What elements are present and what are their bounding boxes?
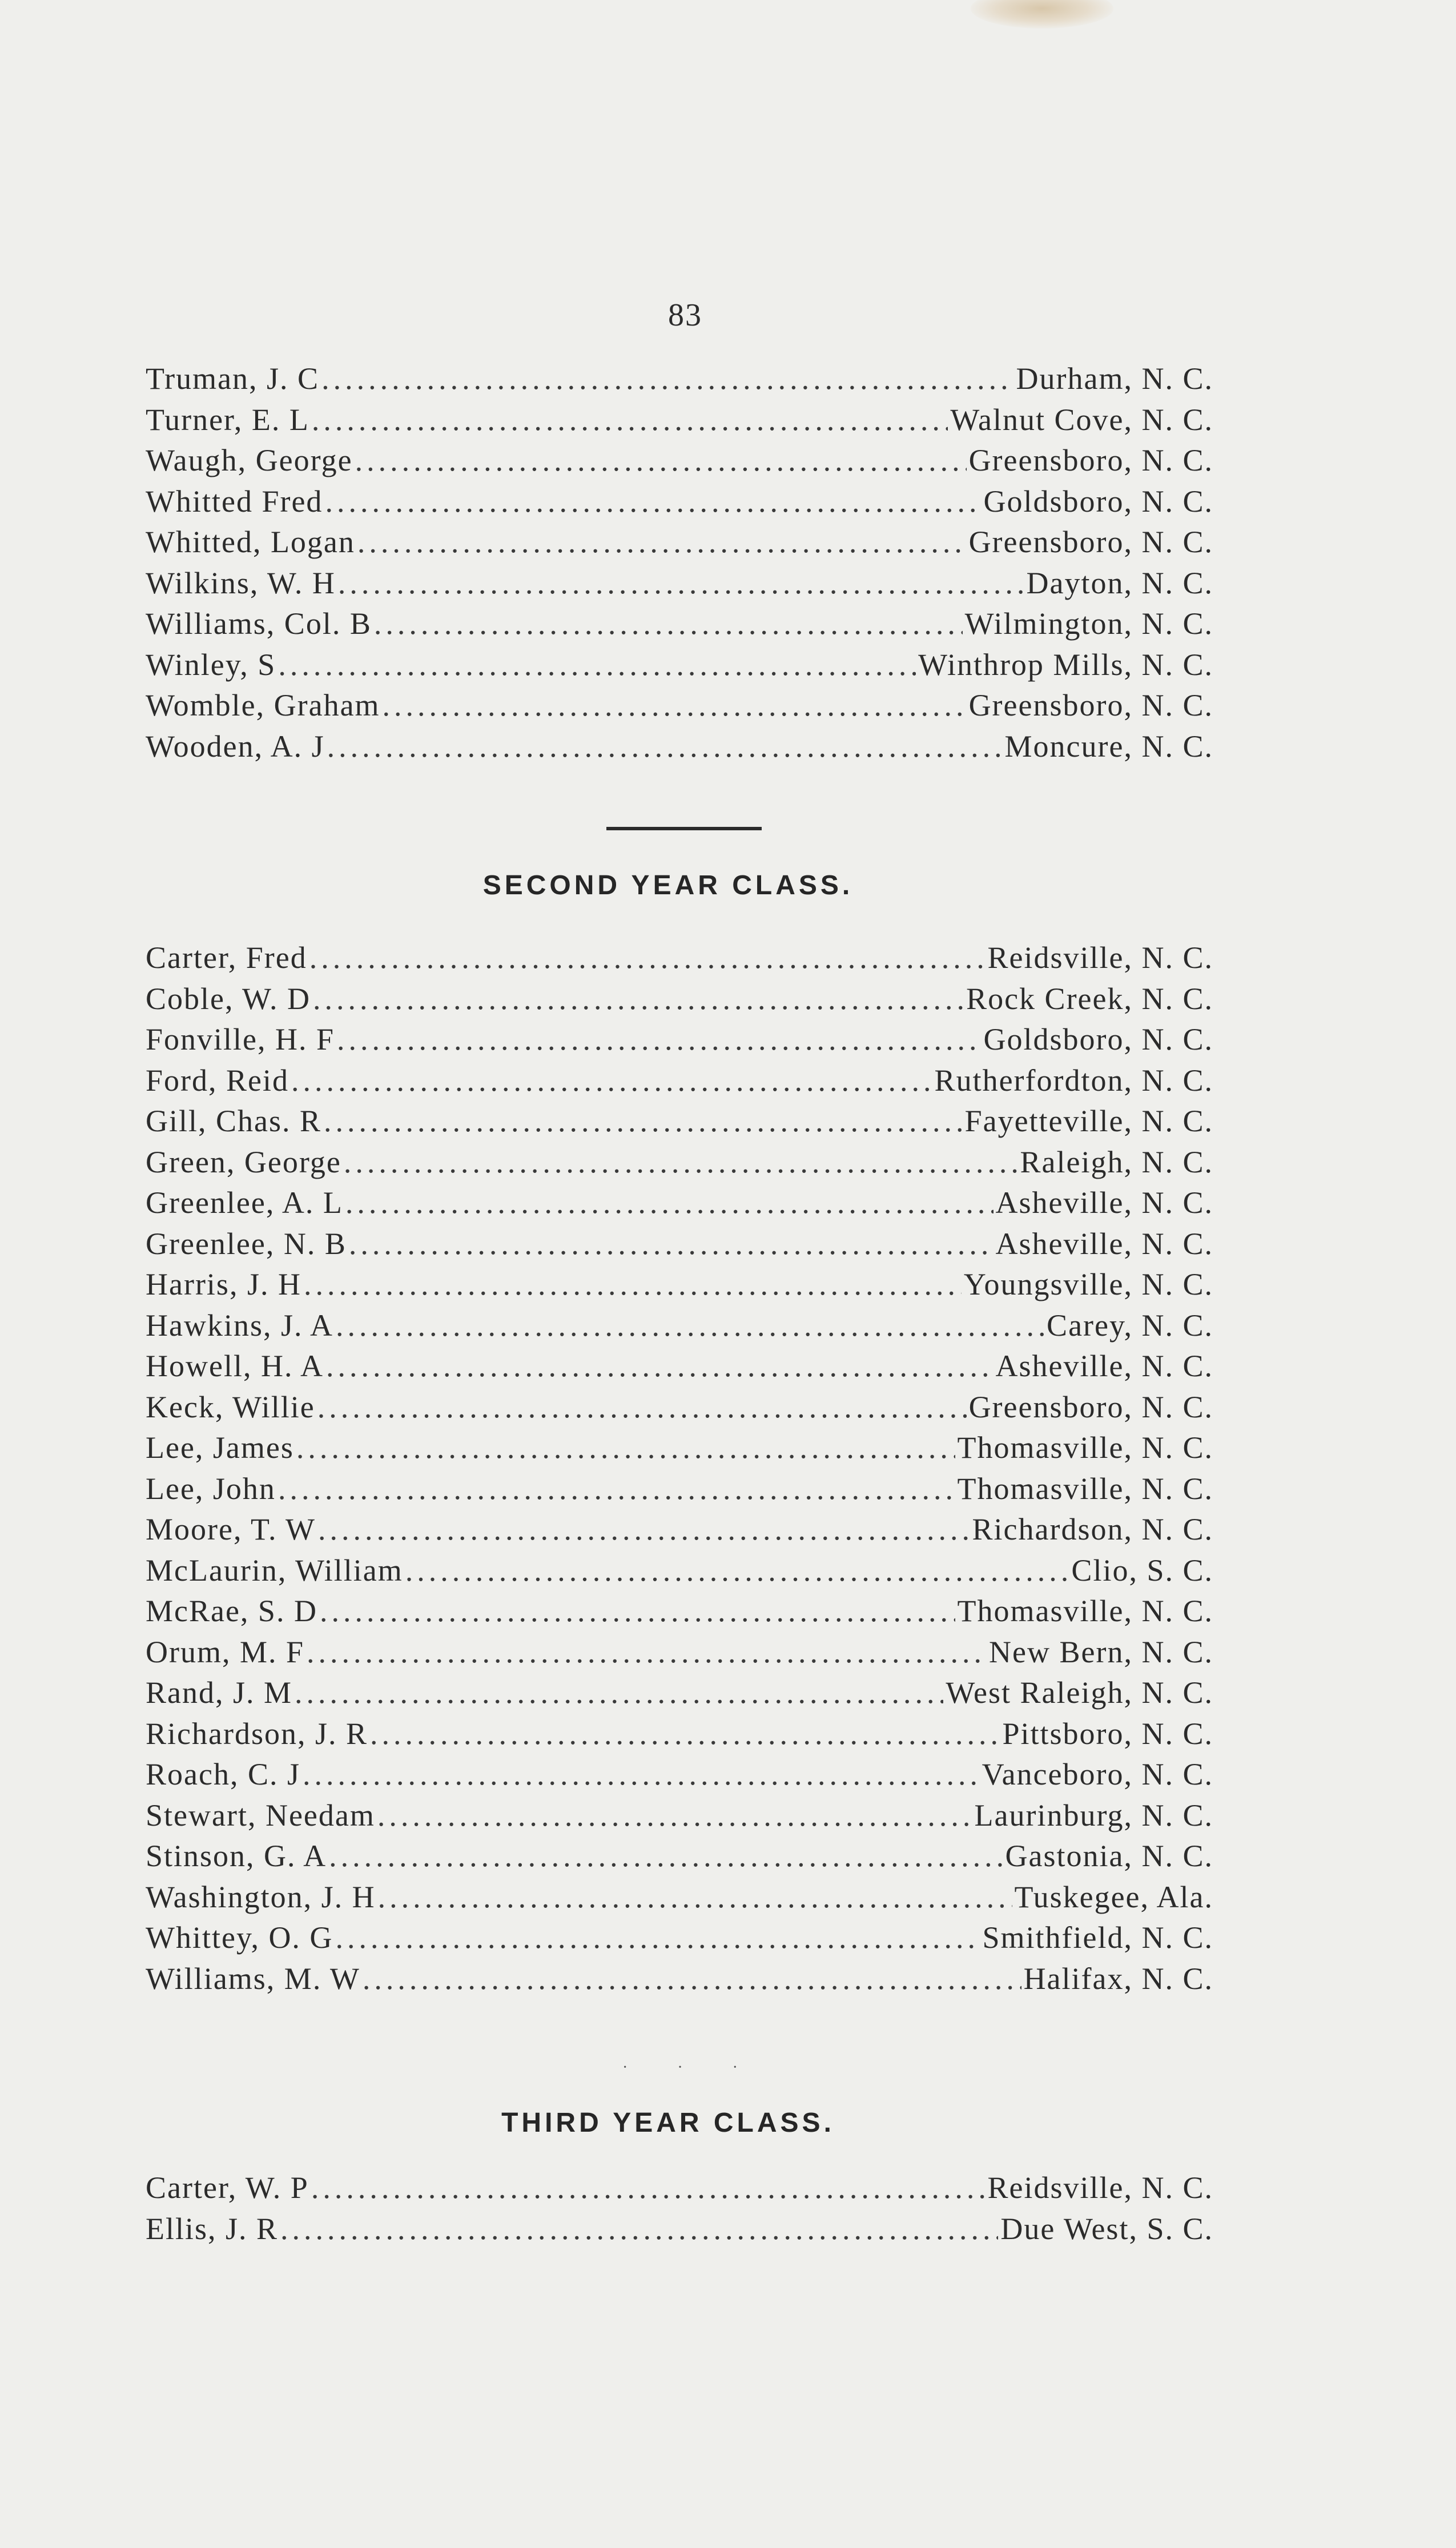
student-hometown: Wilmington, N. C. — [964, 606, 1213, 641]
student-name: Carter, W. P — [146, 2171, 309, 2205]
student-name: Stewart, Needam — [146, 1798, 375, 1832]
dot-leader — [349, 1226, 994, 1261]
student-row — [146, 1838, 1213, 1879]
student-row — [146, 1267, 1213, 1308]
dot-leader — [320, 1593, 955, 1629]
student-hometown: Rutherfordton, N. C. — [934, 1063, 1213, 1098]
dot-leader — [378, 1879, 1012, 1915]
section-divider — [606, 827, 762, 830]
student-hometown: Greensboro, N. C. — [968, 688, 1213, 722]
dot-leader — [345, 1185, 994, 1220]
student-hometown: New Bern, N. C. — [989, 1634, 1213, 1669]
student-row — [146, 1961, 1213, 2002]
dot-leader — [309, 940, 986, 975]
student-name: Orum, M. F — [146, 1634, 305, 1669]
student-hometown: Richardson, N. C. — [972, 1512, 1213, 1546]
student-name: Whitted, Logan — [146, 525, 355, 559]
student-row — [146, 1634, 1213, 1675]
student-hometown: Greensboro, N. C. — [968, 443, 1213, 477]
student-hometown: Gastonia, N. C. — [1005, 1839, 1213, 1873]
student-hometown: Goldsboro, N. C. — [983, 484, 1213, 519]
student-name: Moore, T. W — [146, 1512, 316, 1546]
student-hometown: Carey, N. C. — [1047, 1308, 1213, 1343]
student-row — [146, 1022, 1213, 1063]
student-hometown: Raleigh, N. C. — [1020, 1144, 1213, 1179]
student-hometown: Vanceboro, N. C. — [982, 1757, 1213, 1791]
dot-leader — [383, 688, 967, 723]
dot-leader — [327, 729, 1003, 764]
student-name: Howell, H. A — [146, 1349, 324, 1383]
student-name: Greenlee, A. L — [146, 1185, 343, 1220]
student-name: Lee, John — [146, 1471, 276, 1506]
dot-leader — [326, 1348, 994, 1384]
student-name: Lee, James — [146, 1430, 294, 1465]
student-row — [146, 1553, 1213, 1594]
dot-leader — [318, 1512, 970, 1547]
student-name: Turner, E. L — [146, 402, 309, 437]
student-row — [146, 1471, 1213, 1512]
student-name: Keck, Willie — [146, 1389, 315, 1424]
student-hometown: Reidsville, N. C. — [987, 941, 1213, 975]
student-hometown: Dayton, N. C. — [1026, 565, 1213, 600]
dot-leader — [313, 981, 964, 1016]
dot-leader — [325, 484, 981, 519]
student-row — [146, 688, 1213, 729]
student-name: McLaurin, William — [146, 1553, 403, 1588]
page-number: 83 — [668, 298, 702, 333]
student-row — [146, 1308, 1213, 1349]
student-name: Williams, Col. B — [146, 606, 372, 641]
student-hometown: Fayetteville, N. C. — [964, 1104, 1213, 1138]
student-name: Stinson, G. A — [146, 1839, 327, 1873]
decorative-dots: · · · — [622, 2059, 761, 2076]
student-hometown: Thomasville, N. C. — [957, 1430, 1213, 1465]
student-row — [146, 484, 1213, 525]
student-hometown: Greensboro, N. C. — [968, 525, 1213, 559]
student-row — [146, 1144, 1213, 1185]
dot-leader — [321, 361, 1013, 396]
student-name: Roach, C. J — [146, 1757, 300, 1791]
dot-leader — [296, 1430, 955, 1465]
student-hometown: Halifax, N. C. — [1023, 1961, 1213, 1996]
dot-leader — [370, 1716, 1000, 1751]
student-hometown: Moncure, N. C. — [1004, 729, 1213, 763]
student-row — [146, 1063, 1213, 1104]
student-name: Winley, S — [146, 647, 276, 682]
student-row — [146, 1185, 1213, 1226]
student-row — [146, 606, 1213, 647]
dot-leader — [291, 1063, 932, 1098]
student-hometown: Greensboro, N. C. — [968, 1389, 1213, 1424]
student-name: McRae, S. D — [146, 1594, 317, 1628]
student-hometown: Durham, N. C. — [1016, 361, 1213, 396]
student-row — [146, 940, 1213, 981]
student-name: Womble, Graham — [146, 688, 380, 722]
dot-leader — [336, 1308, 1044, 1343]
student-name: Wilkins, W. H — [146, 565, 336, 600]
student-name: Waugh, George — [146, 443, 353, 477]
student-hometown: Winthrop Mills, N. C. — [918, 647, 1213, 682]
student-hometown: Due West, S. C. — [1000, 2211, 1213, 2246]
student-row — [146, 1226, 1213, 1267]
student-hometown: Reidsville, N. C. — [987, 2171, 1213, 2205]
dot-leader — [311, 2170, 986, 2205]
dot-leader — [335, 1920, 980, 1955]
dot-leader — [337, 1022, 981, 1057]
student-row — [146, 1920, 1213, 1961]
student-row — [146, 1512, 1213, 1553]
student-row — [146, 1389, 1213, 1430]
dot-leader — [329, 1838, 1003, 1874]
dot-leader — [278, 647, 916, 682]
student-hometown: Asheville, N. C. — [995, 1185, 1213, 1220]
student-row — [146, 729, 1213, 770]
dot-leader — [312, 402, 948, 437]
student-name: Greenlee, N. B — [146, 1226, 347, 1261]
student-name: Truman, J. C — [146, 361, 320, 396]
third-year-class-list — [146, 2170, 1213, 2252]
dot-leader — [304, 1267, 962, 1302]
student-hometown: Asheville, N. C. — [995, 1349, 1213, 1383]
student-row — [146, 647, 1213, 688]
dot-leader — [374, 606, 963, 641]
student-hometown: Laurinburg, N. C. — [974, 1798, 1213, 1832]
dot-leader — [344, 1144, 1018, 1180]
student-row — [146, 1593, 1213, 1634]
dot-leader — [355, 443, 967, 478]
student-row — [146, 1675, 1213, 1716]
student-row — [146, 1879, 1213, 1920]
student-name: Rand, J. M — [146, 1675, 293, 1710]
student-row — [146, 443, 1213, 484]
student-hometown: Thomasville, N. C. — [957, 1471, 1213, 1506]
continued-class-list — [146, 361, 1213, 769]
student-row — [146, 2170, 1213, 2211]
dot-leader — [317, 1389, 967, 1425]
student-row — [146, 565, 1213, 606]
dot-leader — [357, 524, 967, 560]
second-year-class-heading: SECOND YEAR CLASS. — [482, 870, 854, 901]
student-name: Coble, W. D — [146, 981, 311, 1016]
dot-leader — [303, 1757, 980, 1792]
student-name: Washington, J. H — [146, 1879, 376, 1914]
student-name: Whittey, O. G — [146, 1920, 333, 1955]
dot-leader — [280, 2211, 998, 2246]
student-row — [146, 981, 1213, 1022]
student-hometown: Pittsboro, N. C. — [1002, 1716, 1213, 1751]
dot-leader — [363, 1961, 1021, 1996]
dot-leader — [405, 1553, 1069, 1588]
student-name: Harris, J. H — [146, 1267, 301, 1301]
student-name: Carter, Fred — [146, 941, 307, 975]
student-name: Whitted Fred — [146, 484, 323, 519]
dot-leader — [307, 1634, 987, 1670]
dot-leader — [338, 565, 1024, 601]
student-name: Hawkins, J. A — [146, 1308, 334, 1343]
student-hometown: Thomasville, N. C. — [957, 1594, 1213, 1628]
student-name: Ford, Reid — [146, 1063, 289, 1098]
student-hometown: Clio, S. C. — [1071, 1553, 1213, 1588]
student-row — [146, 1798, 1213, 1839]
student-hometown: Asheville, N. C. — [995, 1226, 1213, 1261]
student-name: Richardson, J. R — [146, 1716, 368, 1751]
student-name: Wooden, A. J — [146, 729, 325, 763]
student-name: Ellis, J. R — [146, 2211, 279, 2246]
paper-stain — [971, 0, 1113, 29]
second-year-class-list — [146, 940, 1213, 2002]
student-row — [146, 2211, 1213, 2252]
student-name: Williams, M. W — [146, 1961, 360, 1996]
student-row — [146, 361, 1213, 402]
student-row — [146, 1348, 1213, 1389]
student-name: Gill, Chas. R — [146, 1104, 322, 1138]
student-row — [146, 1716, 1213, 1757]
student-row — [146, 1103, 1213, 1144]
student-hometown: Rock Creek, N. C. — [966, 981, 1213, 1016]
student-hometown: Goldsboro, N. C. — [983, 1022, 1213, 1056]
student-hometown: Walnut Cove, N. C. — [950, 402, 1213, 437]
student-name: Green, George — [146, 1144, 341, 1179]
student-row — [146, 1757, 1213, 1798]
student-hometown: Tuskegee, Ala. — [1014, 1879, 1213, 1914]
dot-leader — [324, 1103, 963, 1139]
student-row — [146, 402, 1213, 443]
dot-leader — [377, 1798, 972, 1833]
student-hometown: Youngsville, N. C. — [963, 1267, 1213, 1301]
dot-leader — [295, 1675, 943, 1710]
dot-leader — [278, 1471, 955, 1506]
student-hometown: Smithfield, N. C. — [982, 1920, 1213, 1955]
student-row — [146, 1430, 1213, 1471]
student-row — [146, 524, 1213, 565]
third-year-class-heading: THIRD YEAR CLASS. — [501, 2108, 835, 2138]
student-name: Fonville, H. F — [146, 1022, 335, 1056]
student-hometown: West Raleigh, N. C. — [946, 1675, 1213, 1710]
